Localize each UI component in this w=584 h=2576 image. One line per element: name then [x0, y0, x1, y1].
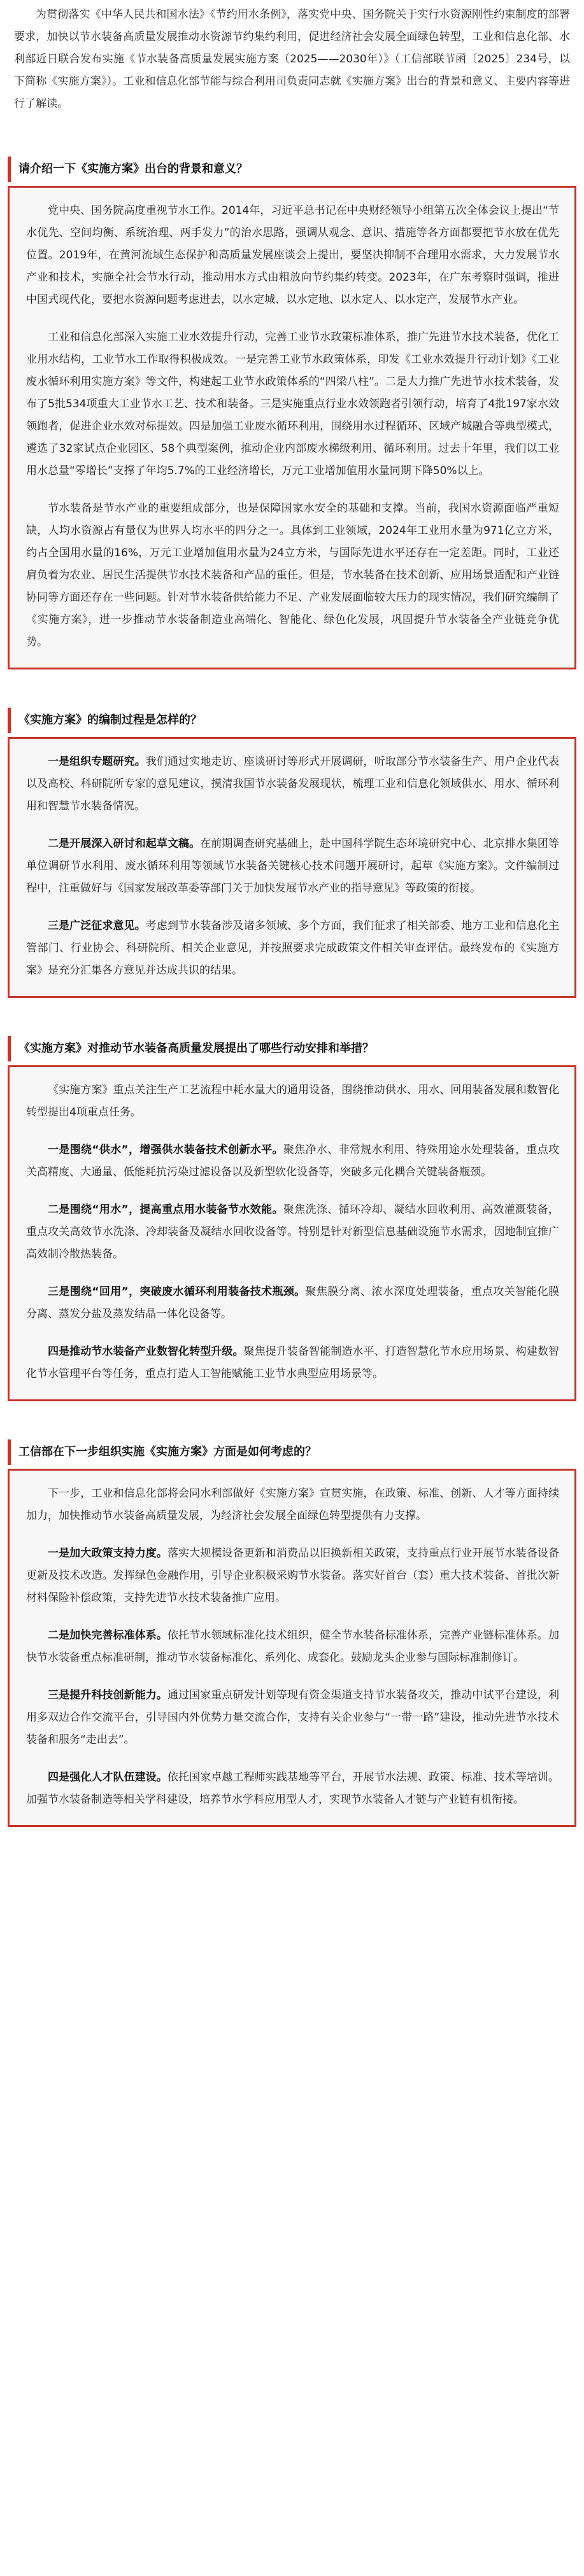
answer-card [8, 1065, 576, 1401]
lead-phrase: 二是加快完善标准体系。 [48, 1629, 167, 1642]
lead-phrase: 四是推动节水装备产业数智化转型升级。 [48, 1345, 244, 1358]
qa-section-measures [8, 1036, 576, 1401]
qa-section-process [8, 708, 576, 998]
qa-section-background [8, 157, 576, 669]
question-heading: 请介绍一下《实施方案》出台的背景和意义？ [8, 157, 576, 182]
lead-phrase: 一是围绕“供水”，增强供水装备技术创新水平。 [48, 1144, 283, 1156]
answer-paragraph: 一是加大政策支持力度。落实大规模设备更新和消费品以旧换新相关政策，支持重点行业开展节水装备设备更新及技术改造。发挥绿色金融作用，引导企业积极采购节水装备。落实好首台（套）重大技术装备、首批次新材料保险补偿政策，支持先进节水技术装备推广应用。 [26, 1547, 560, 1604]
answer-paragraph: 《实施方案》重点关注生产工艺流程中耗水量大的通用设备，围绕推动供水、用水、回用装备发展和数智化转型提出4项重点任务。 [26, 1084, 559, 1119]
lead-phrase: 二是围绕“用水”，提高重点用水装备节水效能。 [48, 1203, 283, 1216]
answer-paragraph: 党中央、国务院高度重视节水工作。2014年，习近平总书记在中央财经领导小组第五次全体会议上提出“节水优先、空间均衡、系统治理、两手发力”的治水思路，强调从观念、意识、措施等各方面都要把节水放在优先位置。2019年，在黄河流域生态保护和高质量发展座谈会上提出，要坚决抑制不合理用水需求，大力发展节水产业和技术，实施全社会节水行动，推动用水方式由粗放向节约集约转变。2023年，在广东考察时强调，推进中国式现代化，要把水资源问题考虑进去，以水定城、以水定地、以水定人、以水定产，发展节水产业。 [26, 204, 559, 306]
answer-paragraph: 四是推动节水装备产业数智化转型升级。聚焦提升装备智能制造水平、打造智慧化节水应用场景、构建数智化节水管理平台等任务，重点打造人工智能赋能工业节水典型应用场景等。 [26, 1345, 560, 1380]
answer-paragraph: 四是强化人才队伍建设。依托国家卓越工程师实践基地等平台，开展节水法规、政策、标准、技术等培训。加强节水装备制造等相关学科建设，培养节水学科应用型人才，实现节水装备人才链与产业链有机衔接。 [26, 1771, 560, 1806]
answer-paragraph: 二是开展深入研讨和起草文稿。在前期调查研究基础上，赴中国科学院生态环境研究中心、北京排水集团等单位调研节水利用、废水循环利用等领域节水装备关键核心技术问题开展研讨，起草《实施方案》。文件编制过程中，注重做好与《国家发展改革委等部门关于加快发展节水产业的指导意见》等政策的衔接。 [26, 837, 559, 895]
answer-paragraph: 二是加快完善标准体系。依托节水领域标准化技术组织，健全节水装备标准体系，完善产业链标准体系。加快节水装备重点标准研制，推动节水装备标准化、系列化、成套化。鼓励龙头企业参与国际标准制修订。 [26, 1629, 560, 1664]
question-heading: 工信部在下一步组织实施《实施方案》方面是如何考虑的？ [8, 1439, 576, 1465]
answer-paragraph: 节水装备是节水产业的重要组成部分，也是保障国家水安全的基础和支撑。当前，我国水资源面临严重短缺，人均水资源占有量仅为世界人均水平的四分之一。具体到工业领域，2024年工业用水量为971亿立方米，约占全国用水量的16%，万元工业增加值用水量为24立方米，与国际先进水平还存在一定差距。同时，工业还肩负着为农业、居民生活提供节水技术装备和产品的重任。但是，节水装备在技术创新、应用场景适配和产业链协同等方面还存在一些问题。针对节水装备供给能力不足、产业发展面临较大压力的现实情况，我们研究编制了《实施方案》，进一步推动节水装备制造业高端化、智能化、绿色化发展，巩固提升节水装备全产业链竞争优势。 [26, 502, 559, 648]
answer-paragraph: 一是组织专题研究。我们通过实地走访、座谈研讨等形式开展调研，听取部分节水装备生产、用户企业代表以及高校、科研院所专家的意见建议，摸清我国节水装备发展现状，梳理工业和信息化领域供水、用水、循环利用和智慧节水装备情况。 [26, 755, 560, 813]
answer-paragraph: 下一步，工业和信息化部将会同水利部做好《实施方案》宣贯实施，在政策、标准、创新、人才等方面持续加力，加快推动节水装备高质量发展，为经济社会发展全面绿色转型提供有力支撑。 [26, 1487, 559, 1522]
answer-card [8, 1469, 576, 1827]
answer-card [8, 737, 576, 998]
question-heading: 《实施方案》对推动节水装备高质量发展提出了哪些行动安排和举措？ [8, 1036, 576, 1061]
answer-paragraph: 三是广泛征求意见。考虑到节水装备涉及诸多领域、多个方面，我们征求了相关部委、地方工业和信息化主管部门、行业协会、科研院所、相关企业意见，并按照要求完成政策文件相关审查评估。最终发布的《实施方案》是充分汇集各方意见并达成共识的结果。 [26, 920, 560, 977]
lead-phrase: 二是开展深入研讨和起草文稿。 [48, 837, 201, 850]
question-heading: 《实施方案》的编制过程是怎样的？ [8, 708, 576, 733]
lead-phrase: 三是围绕“回用”，突破废水循环利用装备技术瓶颈。 [48, 1285, 306, 1298]
lead-phrase: 三是广泛征求意见。 [48, 920, 146, 932]
intro-paragraph: 为贯彻落实《中华人民共和国水法》《节约用水条例》，落实党中央、国务院关于实行水资源刚性约束制度的部署要求，加快以节水装备高质量发展推动水资源节约集约利用，促进经济社会发展全面绿色转型，工业和信息化部、水利部近日联合发布实施《节水装备高质量发展实施方案（2025——2030年）》（工信部联节函〔2025〕234号，以下简称《实施方案》）。工业和信息化部节能与综合利用司负责同志就《实施方案》出台的背景和意义、主要内容等进行了解读。 [14, 8, 570, 110]
lead-phrase: 一是组织专题研究。 [48, 755, 146, 768]
answer-paragraph: 二是围绕“用水”，提高重点用水装备节水效能。聚焦洗涤、循环冷却、凝结水回收利用、高效灌溉装备，重点攻关高效节水洗涤、冷却装备及凝结水回收设备等。特别是针对新型信息基础设施节水需求，因地制宜推广高效制冷散热装备。 [26, 1203, 559, 1261]
answer-paragraph: 三是围绕“回用”，突破废水循环利用装备技术瓶颈。聚焦膜分离、浓水深度处理装备，重点攻关智能化膜分离、蒸发分盐及蒸发结晶一体化设备等。 [26, 1285, 559, 1320]
answer-paragraph: 工业和信息化部深入实施工业水效提升行动，完善工业节水政策标准体系，推广先进节水技术装备，优化工业用水结构，工业节水工作取得积极成效。一是完善工业节水政策体系，印发《工业水效提升行动计划》《工业废水循环利用实施方案》等文件，构建起工业节水政策体系的“四梁八柱”。二是大力推广先进节水技术装备，发布了5批534项重大工业节水工艺、技术和装备。三是实施重点行业水效领跑者引领行动，培育了4批197家水效领跑者，促进企业水效对标提效。四是加强工业废水循环利用，围绕用水过程循环、区域产城融合等典型模式，遴选了32家试点企业园区、58个典型案例，推动企业内部废水梯级利用、循环利用。过去十年里，我们以工业用水总量“零增长”支撑了年均5.7%的工业经济增长，万元工业增加值用水量同期下降50%以上。 [26, 331, 559, 477]
answer-card [8, 186, 576, 669]
answer-paragraph: 三是提升科技创新能力。通过国家重点研发计划等现有资金渠道支持节水装备攻关，推动中试平台建设，利用多双边合作交流平台，引导国内外优势力量交流合作，支持有关企业参与“一带一路”建设，推动先进节水技术装备和服务“走出去”。 [26, 1689, 560, 1746]
lead-phrase: 三是提升科技创新能力。 [48, 1689, 167, 1702]
answer-paragraph: 一是围绕“供水”，增强供水装备技术创新水平。聚焦净水、非常规水利用、特殊用途水处理装备，重点攻关高精度、大通量、低能耗抗污染过滤设备以及新型软化设备等，突破多元化耦合关键装备瓶颈。 [26, 1144, 559, 1179]
lead-phrase: 四是强化人才队伍建设。 [48, 1771, 167, 1784]
lead-phrase: 一是加大政策支持力度。 [48, 1547, 167, 1560]
qa-section-next-steps [8, 1439, 576, 1827]
